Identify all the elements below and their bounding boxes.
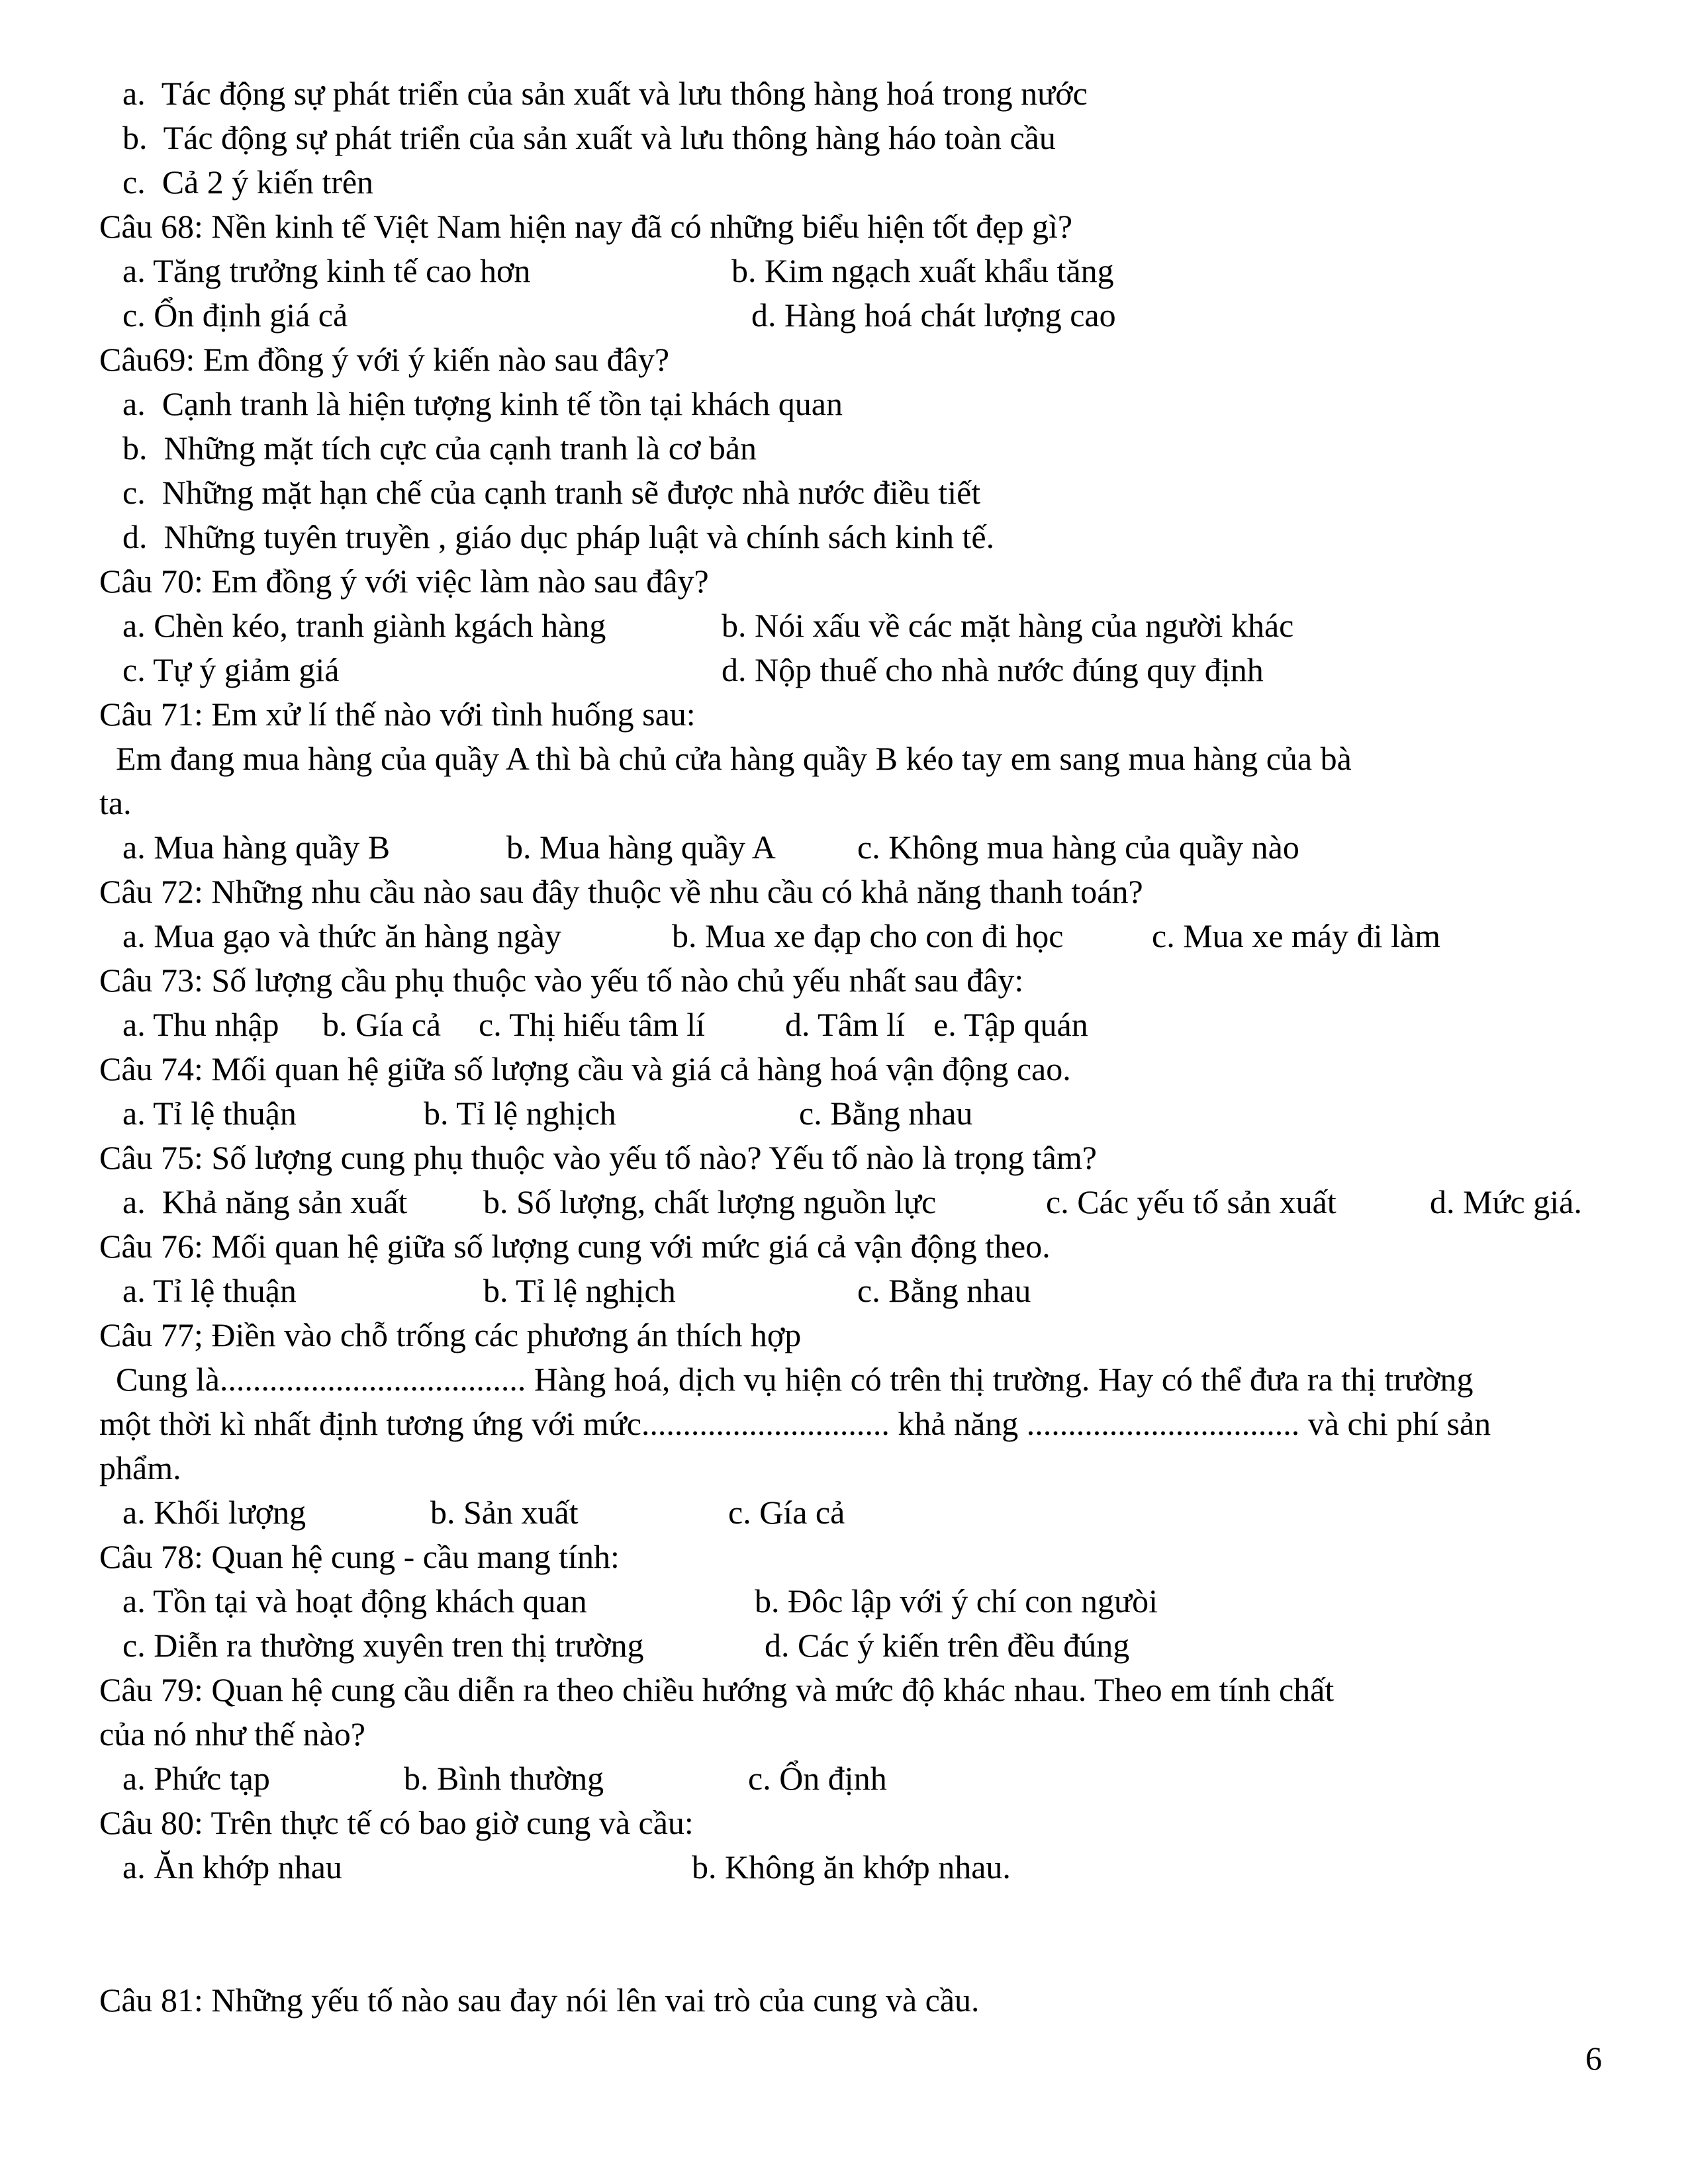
q74-header: [0, 1047, 1688, 1091]
q74-options: [0, 1091, 1688, 1136]
q75-options: [0, 1180, 1688, 1224]
text-segment: a. Ăn khớp nhau: [122, 1848, 342, 1886]
text-segment: b. Mua hàng quầy A: [506, 829, 776, 866]
q71-situation-line1: [0, 737, 1688, 781]
text-segment: b. Gía cả: [322, 1006, 442, 1043]
q73-header: [0, 958, 1688, 1003]
q78-options-ab: [0, 1579, 1688, 1623]
text-segment: của nó như thế nào?: [99, 1715, 365, 1752]
text-segment: b. Bình thường: [404, 1760, 604, 1797]
text-segment: d. Những tuyên truyền , giáo dục pháp luật và chính sách kinh tế.: [122, 518, 995, 555]
text-segment: c. Mua xe máy đi làm: [1152, 917, 1440, 954]
q77-fill-line1: [0, 1357, 1688, 1402]
text-segment: Câu 76: Mối quan hệ giữa số lượng cung với mức giá cả vận động theo.: [99, 1228, 1051, 1265]
q71-situation-line2: [0, 781, 1688, 825]
text-segment: Cung là..................................... Hàng hoá, dịch vụ hiện có trên thị trường. Hay có thể đưa ra thị trường: [116, 1361, 1474, 1398]
q77-fill-line3: [0, 1446, 1688, 1490]
q77-fill-line2: [0, 1402, 1688, 1446]
q72-options: [0, 914, 1688, 958]
text-segment: a. Tồn tại và hoạt động khách quan: [122, 1582, 587, 1619]
text-segment: b. Tác động sự phát triển của sản xuất và lưu thông hàng háo toàn cầu: [122, 119, 1056, 156]
q69-header: [0, 338, 1688, 382]
q75-header: [0, 1136, 1688, 1180]
q71-header: [0, 692, 1688, 737]
text-segment: Câu69: Em đồng ý với ý kiến nào sau đây?: [99, 341, 670, 378]
q72-header: [0, 870, 1688, 914]
text-segment: Em đang mua hàng của quầy A thì bà chủ cửa hàng quầy B kéo tay em sang mua hàng của bà: [116, 740, 1352, 777]
text-segment: Câu 79: Quan hệ cung cầu diễn ra theo chiều hướng và mức độ khác nhau. Theo em tính chất: [99, 1671, 1335, 1708]
text-segment: a. Tăng trưởng kinh tế cao hơn: [122, 252, 531, 289]
text-segment: Câu 70: Em đồng ý với việc làm nào sau đây?: [99, 563, 709, 600]
text-segment: a. Mua hàng quầy B: [122, 829, 391, 866]
text-segment: c. Các yếu tố sản xuất: [1046, 1183, 1336, 1220]
text-segment: c. Ổn định: [748, 1760, 887, 1797]
text-segment: d. Tâm lí: [785, 1006, 906, 1043]
text-segment: b. Nói xấu về các mặt hàng của người khác: [722, 607, 1294, 644]
q69-option-b: [0, 426, 1688, 471]
text-segment: b. Mua xe đạp cho con đi học: [672, 917, 1064, 954]
text-segment: a. Tỉ lệ thuận: [122, 1095, 297, 1132]
q70-options-ab: [0, 604, 1688, 648]
q79-header-line2: [0, 1712, 1688, 1756]
text-segment: d. Các ý kiến trên đều đúng: [765, 1627, 1130, 1664]
text-segment: c. Ổn định giá cả: [122, 296, 348, 334]
text-segment: d. Mức giá.: [1430, 1183, 1582, 1220]
text-segment: a. Phức tạp: [122, 1760, 270, 1797]
q68-options-ab: [0, 249, 1688, 293]
q68-header: [0, 205, 1688, 249]
q67-option-b: [0, 116, 1688, 160]
text-segment: b. Đôc lập với ý chí con ngưòi: [755, 1582, 1158, 1619]
q69-option-d: [0, 515, 1688, 559]
text-segment: c. Những mặt hạn chế của cạnh tranh sẽ được nhà nước điều tiết: [122, 474, 981, 511]
text-segment: b. Tỉ lệ nghịch: [483, 1272, 676, 1309]
text-segment: c. Thị hiếu tâm lí: [479, 1006, 706, 1043]
text-segment: Câu 71: Em xử lí thế nào với tình huống sau:: [99, 696, 696, 733]
text-segment: a. Chèn kéo, tranh giành kgách hàng: [122, 607, 606, 644]
text-segment: b. Tỉ lệ nghịch: [424, 1095, 616, 1132]
q80-header: [0, 1801, 1688, 1845]
text-segment: a. Thu nhập: [122, 1006, 279, 1043]
text-segment: Câu 72: Những nhu cầu nào sau đây thuộc về nhu cầu có khả năng thanh toán?: [99, 873, 1143, 910]
q77-options: [0, 1490, 1688, 1535]
text-segment: d. Nộp thuế cho nhà nước đúng quy định: [722, 651, 1264, 688]
text-segment: a. Khối lượng: [122, 1494, 306, 1531]
q77-header: [0, 1313, 1688, 1357]
text-segment: b. Những mặt tích cực của cạnh tranh là cơ bản: [122, 430, 757, 467]
q80-options: [0, 1845, 1688, 1889]
q76-header: [0, 1224, 1688, 1269]
q73-options: [0, 1003, 1688, 1047]
text-segment: phẩm.: [99, 1449, 181, 1486]
text-segment: c. Tự ý giảm giá: [122, 651, 340, 688]
text-segment: Câu 77; Điền vào chỗ trống các phương án thích hợp: [99, 1316, 802, 1353]
blank-line: [0, 1889, 1688, 1934]
text-segment: b. Sản xuất: [430, 1494, 579, 1531]
q79-options: [0, 1756, 1688, 1801]
text-segment: Câu 73: Số lượng cầu phụ thuộc vào yếu tố nào chủ yếu nhất sau đây:: [99, 962, 1024, 999]
text-segment: Câu 68: Nền kinh tế Việt Nam hiện nay đã có những biểu hiện tốt đẹp gì?: [99, 208, 1073, 245]
text-segment: e. Tập quán: [933, 1006, 1088, 1043]
text-segment: a. Tác động sự phát triển của sản xuất và lưu thông hàng hoá trong nước: [122, 75, 1088, 112]
text-segment: a. Cạnh tranh là hiện tượng kinh tế tồn tại khách quan: [122, 385, 843, 422]
q81-header: [0, 1978, 1688, 2023]
q78-options-cd: [0, 1623, 1688, 1668]
text-segment: c. Cả 2 ý kiến trên: [122, 163, 374, 201]
text-segment: c. Diễn ra thường xuyên tren thị trường: [122, 1627, 644, 1664]
blank-line: [0, 1934, 1688, 1978]
text-segment: c. Bằng nhau: [857, 1272, 1031, 1309]
text-segment: a. Tỉ lệ thuận: [122, 1272, 297, 1309]
text-segment: b. Số lượng, chất lượng nguồn lực: [483, 1183, 937, 1220]
q70-options-cd: [0, 648, 1688, 692]
text-segment: Câu 80: Trên thực tế có bao giờ cung và cầu:: [99, 1804, 694, 1841]
q68-options-cd: [0, 293, 1688, 338]
text-segment: b. Không ăn khớp nhau.: [692, 1848, 1011, 1886]
text-segment: a. Mua gạo và thức ăn hàng ngày: [122, 917, 561, 954]
text-segment: c. Gía cả: [728, 1494, 845, 1531]
text-segment: b. Kim ngạch xuất khẩu tăng: [731, 252, 1114, 289]
q71-options: [0, 825, 1688, 870]
text-segment: Câu 74: Mối quan hệ giữa số lượng cầu và giá cả hàng hoá vận động cao.: [99, 1050, 1071, 1087]
document-body: [0, 71, 1688, 2023]
q70-header: [0, 559, 1688, 604]
q69-option-c: [0, 471, 1688, 515]
q69-option-a: [0, 382, 1688, 426]
q67-option-c: [0, 160, 1688, 205]
q76-options: [0, 1269, 1688, 1313]
text-segment: một thời kì nhất định tương ứng với mức.............................. khả năng ................................. và chi phí sản: [99, 1405, 1491, 1442]
text-segment: Câu 75: Số lượng cung phụ thuộc vào yếu tố nào? Yếu tố nào là trọng tâm?: [99, 1139, 1097, 1176]
text-segment: c. Không mua hàng của quầy nào: [857, 829, 1299, 866]
text-segment: Câu 78: Quan hệ cung - cầu mang tính:: [99, 1538, 620, 1575]
text-segment: a. Khả năng sản xuất: [122, 1183, 408, 1220]
page-number: 6: [1585, 2040, 1602, 2077]
text-segment: c. Bằng nhau: [799, 1095, 973, 1132]
q78-header: [0, 1535, 1688, 1579]
q67-option-a: [0, 71, 1688, 116]
text-segment: d. Hàng hoá chát lượng cao: [751, 296, 1116, 334]
text-segment: Câu 81: Những yếu tố nào sau đay nói lên vai trò của cung và cầu.: [99, 1981, 980, 2019]
text-segment: ta.: [99, 784, 132, 821]
q79-header-line1: [0, 1668, 1688, 1712]
